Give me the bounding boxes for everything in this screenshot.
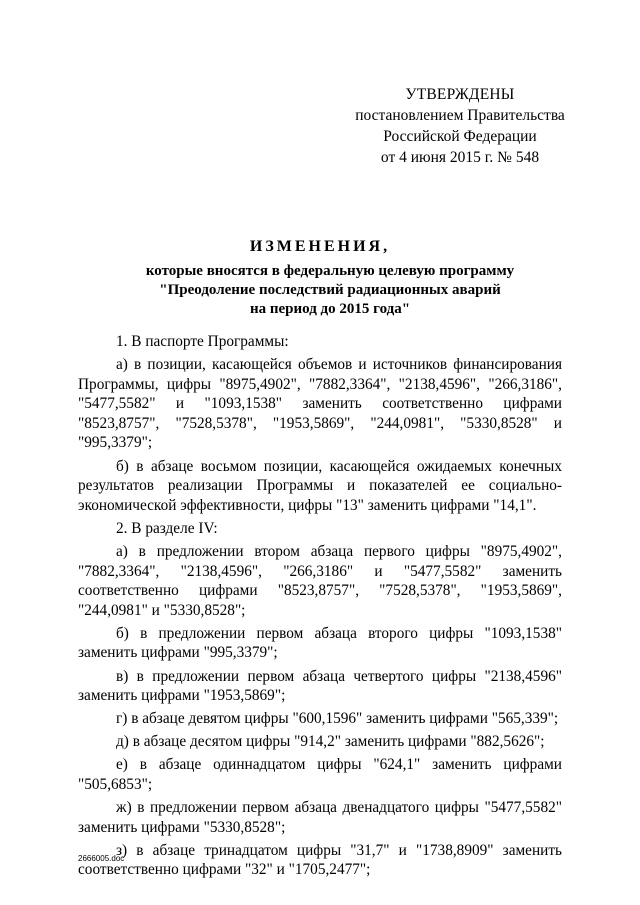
paragraph-2z: з) в абзаце тринадцатом цифры "31,7" и "1738,8909" заменить соответственно цифрами "32" и "1705,2477"; bbox=[78, 841, 562, 879]
approval-block bbox=[330, 84, 590, 168]
document-body bbox=[78, 332, 562, 883]
paragraph-1b: б) в абзаце восьмом позиции, касающейся ожидаемых конечных результатов реализации Программы и показателей ее социально-экономической эффективности, цифры "13" заменить цифрами "14,1". bbox=[78, 457, 562, 514]
approval-line-date: от 4 июня 2015 г. № 548 bbox=[380, 149, 540, 166]
paragraph-2a: а) в предложении втором абзаца первого цифры "8975,4902", "7882,3364", "2138,4596", "266,3186" и "5477,5582" заменить соответственно цифрами "8523,8757", "7528,5378", "1953,5869", "244,0981" и "5330,8528"; bbox=[78, 542, 562, 619]
paragraph-section-2: 2. В разделе IV: bbox=[116, 519, 218, 537]
subtitle-line-2: "Преодоление последствий радиационных аварий bbox=[159, 282, 501, 298]
approval-line-federation: Российской Федерации bbox=[383, 128, 537, 145]
paragraph-2b: б) в предложении первом абзаца второго цифры "1093,1538" заменить цифрами "995,3379"; bbox=[78, 624, 562, 662]
approval-heading: УТВЕРЖДЕНЫ bbox=[405, 86, 515, 103]
file-name-footer: 2666005.doc bbox=[78, 854, 125, 863]
paragraph-1a: а) в позиции, касающейся объемов и источников финансирования Программы, цифры "8975,4902", "7882,3364", "2138,4596", "266,3186", "5477,5582" и "1093,1538" заменить соответственно цифрами "8523,8757", "7528,5378", "1953,5869", "244,0981", "5330,8528" и "995,3379"; bbox=[78, 356, 562, 452]
document-title: ИЗМЕНЕНИЯ, bbox=[249, 238, 391, 255]
paragraph-section-1: 1. В паспорте Программы: bbox=[116, 333, 289, 350]
subtitle-line-1: которые вносятся в федеральную целевую программу bbox=[145, 263, 515, 279]
document-subtitle bbox=[100, 262, 560, 319]
paragraph-2v: в) в предложении первом абзаца четвертого цифры "2138,4596" заменить цифрами "1953,5869"; bbox=[78, 667, 562, 705]
approval-line-resolution: постановлением Правительства bbox=[355, 107, 565, 124]
paragraph-2e: е) в абзаце одиннадцатом цифры "624,1" заменить цифрами "505,6853"; bbox=[78, 756, 562, 793]
subtitle-line-3: на период до 2015 года" bbox=[249, 301, 411, 317]
paragraph-2g: г) в абзаце девятом цифры "600,1596" заменить цифрами "565,339"; bbox=[116, 710, 559, 728]
paragraph-2zh: ж) в предложении первом абзаца двенадцатого цифры "5477,5582" заменить цифрами "5330,8528"; bbox=[78, 799, 562, 836]
paragraph-2d: д) в абзаце десятом цифры "914,2" заменить цифрами "882,5626"; bbox=[116, 733, 545, 751]
